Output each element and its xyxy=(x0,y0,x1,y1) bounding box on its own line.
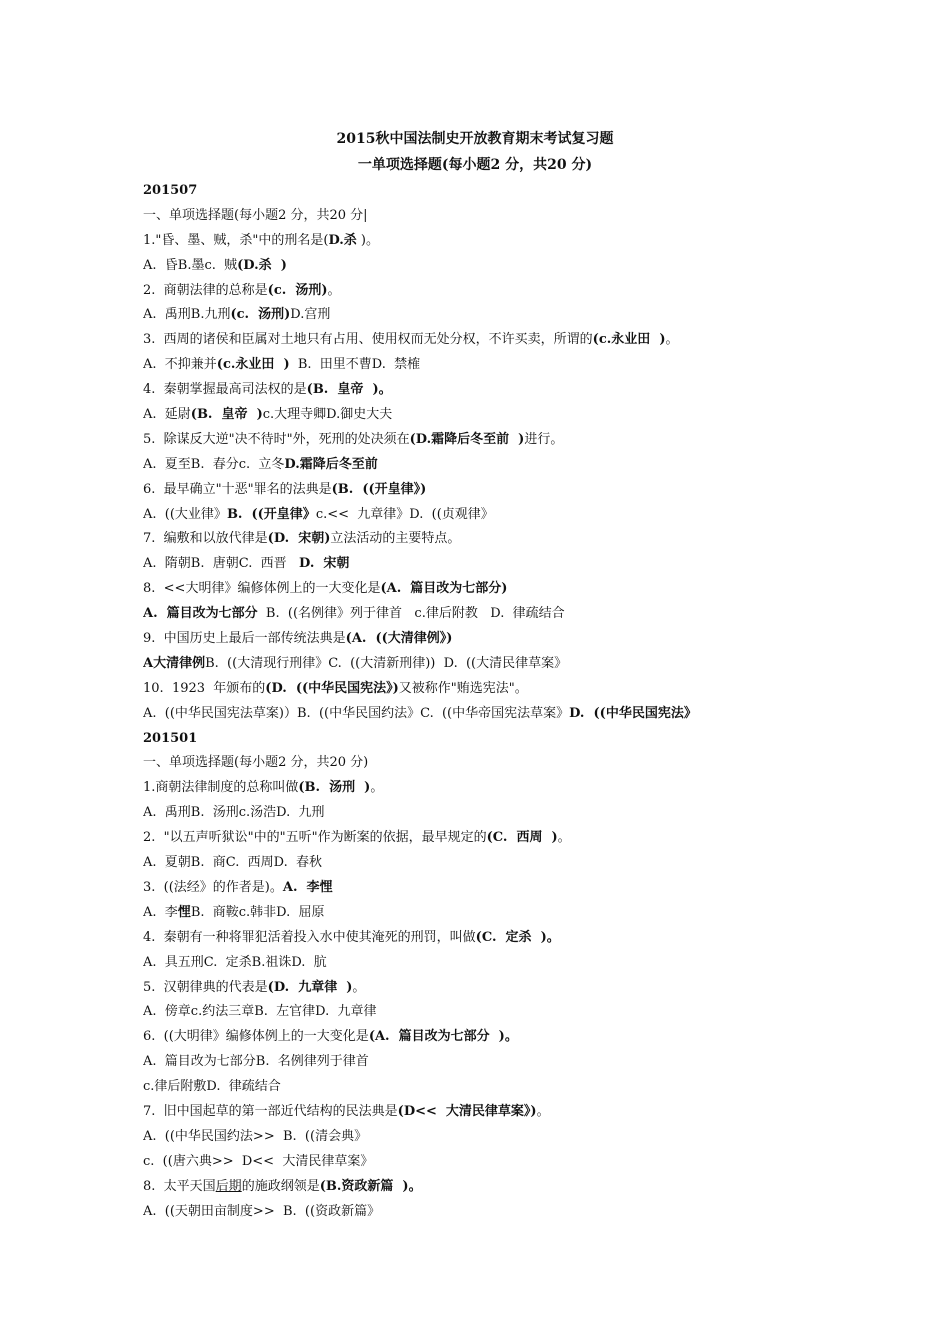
line-text: 4. 秦朝有一种将罪犯活着投入水中使其淹死的刑罚，叫做 xyxy=(143,929,476,945)
text-line xyxy=(143,826,933,851)
line-text: 8. <<大明律》编修体例上的一大变化是 xyxy=(143,581,381,597)
answer-text: (B. 皇帝 ) xyxy=(190,407,263,423)
line-text: A. 隋朝B. 唐朝C. 西晋 xyxy=(143,556,300,572)
line-text: 。 xyxy=(665,332,679,348)
line-text: A. 篇目改为七部分B. 名例律列于律首 xyxy=(143,1054,369,1070)
answer-text: (D.霜降后冬至前 ) xyxy=(409,431,525,447)
answer-text: (A. ((大清律例》) xyxy=(345,631,453,647)
line-text: B. 田里不曹D. 禁榷 xyxy=(289,357,421,373)
line-text: 2. "以五声听狱讼"中的"五听"作为断案的依据，最早规定的 xyxy=(143,830,487,846)
text-line xyxy=(143,204,933,229)
text-line xyxy=(143,851,933,876)
text-line xyxy=(143,229,933,254)
answer-text: 悝 xyxy=(177,904,191,920)
text-line xyxy=(143,951,933,976)
answer-text: (c. 汤刑) xyxy=(267,282,328,298)
line-text: A. 夏至B. 春分c. 立冬 xyxy=(143,456,285,472)
answer-text: (C. 西周 ) xyxy=(486,830,558,846)
answer-text: (c.永业田 ) xyxy=(216,357,290,373)
line-text: 6. 最早确立"十恶"罪名的法典是 xyxy=(143,481,332,497)
line-text: 。 xyxy=(370,780,384,796)
line-text: 2. 商朝法律的总称是 xyxy=(143,282,268,298)
line-text: 7. 编敷和以放代律是 xyxy=(143,531,268,547)
text-line xyxy=(143,353,933,378)
answer-text: (c.永业田 ) xyxy=(592,332,666,348)
answer-text: D. 宋朝 xyxy=(299,556,350,572)
text-line xyxy=(143,378,933,403)
text-line xyxy=(143,279,933,304)
text-line xyxy=(143,577,933,602)
line-text: B. 商鞍c.韩非D. 屈原 xyxy=(190,904,325,920)
text-line xyxy=(143,428,933,453)
answer-text: A. 李悝 xyxy=(282,879,333,895)
text-line xyxy=(143,303,933,328)
text-line xyxy=(143,1200,933,1225)
section-heading: 一单项选择题(每小题2 分，共20 分) xyxy=(357,157,593,173)
line-text: 1."昏、墨、贼，杀"中的刑名是( xyxy=(143,232,329,248)
line-text: 5. 汉朝律典的代表是 xyxy=(143,979,268,995)
line-text: 一、单项选择题(每小题2 分，共20 分) xyxy=(143,755,369,771)
answer-text: (D. ((中华民国宪法》) xyxy=(265,680,399,696)
text-line xyxy=(143,727,933,752)
line-text: 。 xyxy=(327,282,341,298)
text-line xyxy=(143,1125,933,1150)
text-line xyxy=(143,751,933,776)
line-text: c. ((唐六典>> D<< 大清民律草案》 xyxy=(143,1153,374,1169)
text-line xyxy=(143,527,933,552)
text-line xyxy=(143,901,933,926)
answer-text: (B. 皇帝 )。 xyxy=(306,382,392,398)
text-line xyxy=(143,776,933,801)
line-text: A. ((天朝田亩制度>> B. ((资政新篇》 xyxy=(143,1203,381,1219)
line-text: 后期 xyxy=(215,1178,242,1194)
line-text: 6. ((大明律》编修体例上的一大变化是 xyxy=(143,1029,369,1045)
text-line xyxy=(143,254,933,279)
answer-text: (D<< 大清民律草案》) xyxy=(397,1103,537,1119)
line-text: 4. 秦朝掌握最高司法权的是 xyxy=(143,382,307,398)
text-line xyxy=(143,1025,933,1050)
line-text: 。 xyxy=(536,1103,550,1119)
answer-text: (D. 九章律 ) xyxy=(267,979,353,995)
answer-text: A. 篇目改为七部分 xyxy=(143,606,258,622)
line-text: A. 傍章c.约法三章B. 左官律D. 九章律 xyxy=(143,1004,377,1020)
line-text: c.大理寺卿D.御史大夫 xyxy=(262,407,393,423)
line-text: A. 昏B.墨c. 贼 xyxy=(143,257,238,273)
answer-text: (A. 篇目改为七部分) xyxy=(380,581,508,597)
line-text: A. ((大业律》 xyxy=(143,506,227,522)
text-line xyxy=(143,602,933,627)
line-text: 8. 太平天国 xyxy=(143,1178,216,1194)
line-text: 9. 中国历史上最后一部传统法典是 xyxy=(143,631,346,647)
line-text: B. ((大清现行刑律》C. ((大清新刑律)) D. ((大清民律草案》 xyxy=(205,655,568,671)
text-line xyxy=(143,1150,933,1175)
line-text: 立法活动的主要特点。 xyxy=(330,531,461,547)
text-line xyxy=(143,453,933,478)
line-text: 又被称作"贿选宪法"。 xyxy=(398,680,528,696)
answer-text: D. ((中华民国宪法》 xyxy=(569,705,697,721)
line-text: A. 不抑兼并 xyxy=(143,357,217,373)
line-text: D.宫刑 xyxy=(290,307,331,323)
text-line xyxy=(143,552,933,577)
text-line xyxy=(143,976,933,1001)
line-text: A. 禹刑B.九刑 xyxy=(143,307,231,323)
answer-text: D.霜降后冬至前 xyxy=(284,456,378,472)
line-text: 7. 旧中国起草的第一部近代结构的民法典是 xyxy=(143,1103,398,1119)
text-line xyxy=(143,1000,933,1025)
line-text: c.<< 九章律》D. ((贞观律》 xyxy=(315,506,494,522)
text-line xyxy=(143,1050,933,1075)
line-text: 5. 除谋反大逆"决不待时"外，死刑的处决须在 xyxy=(143,431,410,447)
line-text: )。 xyxy=(356,232,379,248)
line-text: B. ((名例律》列于律首 c.律后附教 D. 律疏结合 xyxy=(257,606,565,622)
answer-text: B. ((开皇律》 xyxy=(226,506,316,522)
text-line xyxy=(143,179,933,204)
line-text: 。 xyxy=(352,979,366,995)
answer-text: (D.杀 ) xyxy=(237,257,287,273)
document-title: 2015秋中国法制史开放教育期末考试复习题 xyxy=(336,131,614,147)
line-text: 1.商朝法律制度的总称叫做 xyxy=(143,780,299,796)
line-text: A. ((中华民国宪法草案)）B. ((中华民国约法》C. ((中华帝国宪法草案》 xyxy=(143,705,570,721)
line-text: c.律后附敷D. 律疏结合 xyxy=(143,1079,281,1095)
line-text: 进行。 xyxy=(524,431,564,447)
answer-text: 201501 xyxy=(143,730,198,746)
line-text: A. 延尉 xyxy=(143,407,191,423)
answer-text: (B. ((开皇律》) xyxy=(331,481,427,497)
text-line xyxy=(143,1100,933,1125)
line-text: A. 禹刑B. 汤刑c.汤浩D. 九刑 xyxy=(143,805,325,821)
text-line xyxy=(143,876,933,901)
line-text: A. 李 xyxy=(143,904,178,920)
line-text: A. 具五刑C. 定杀B.祖诛D. 肮 xyxy=(143,954,327,970)
text-line xyxy=(143,677,933,702)
answer-text: (C. 定杀 )。 xyxy=(475,929,560,945)
answer-text: (A. 篇目改为七部分 )。 xyxy=(368,1029,518,1045)
line-text: 3. ((法经》的作者是)。 xyxy=(143,879,283,895)
line-text: 一、单项选择题(每小题2 分，共20 分| xyxy=(143,207,368,223)
text-line xyxy=(143,652,933,677)
answer-text: D.杀 xyxy=(328,232,357,248)
answer-text: (B.资政新篇 )。 xyxy=(319,1178,422,1194)
text-line xyxy=(143,1075,933,1100)
answer-text: (B. 汤刑 ) xyxy=(298,780,371,796)
text-line xyxy=(143,503,933,528)
text-line xyxy=(143,801,933,826)
question-list xyxy=(143,179,933,1224)
line-text: 10. 1923 年颁布的 xyxy=(143,680,266,696)
answer-text: (c. 汤刑) xyxy=(230,307,291,323)
text-line xyxy=(143,478,933,503)
line-text: 。 xyxy=(557,830,571,846)
text-line xyxy=(143,403,933,428)
text-line xyxy=(143,702,933,727)
line-text: A. ((中华民国约法>> B. ((清会典》 xyxy=(143,1128,368,1144)
answer-text: (D. 宋朝) xyxy=(267,531,331,547)
answer-text: 201507 xyxy=(143,183,198,198)
text-line xyxy=(143,627,933,652)
answer-text: A大清律例 xyxy=(143,655,206,671)
line-text: 的施政纲领是 xyxy=(241,1178,320,1194)
line-text: A. 夏朝B. 商C. 西周D. 春秋 xyxy=(143,855,322,871)
text-line xyxy=(143,328,933,353)
text-line xyxy=(143,926,933,951)
line-text: 3. 西周的诸侯和臣属对土地只有占用、使用权而无处分权，不许买卖，所谓的 xyxy=(143,332,593,348)
text-line xyxy=(143,1175,933,1200)
